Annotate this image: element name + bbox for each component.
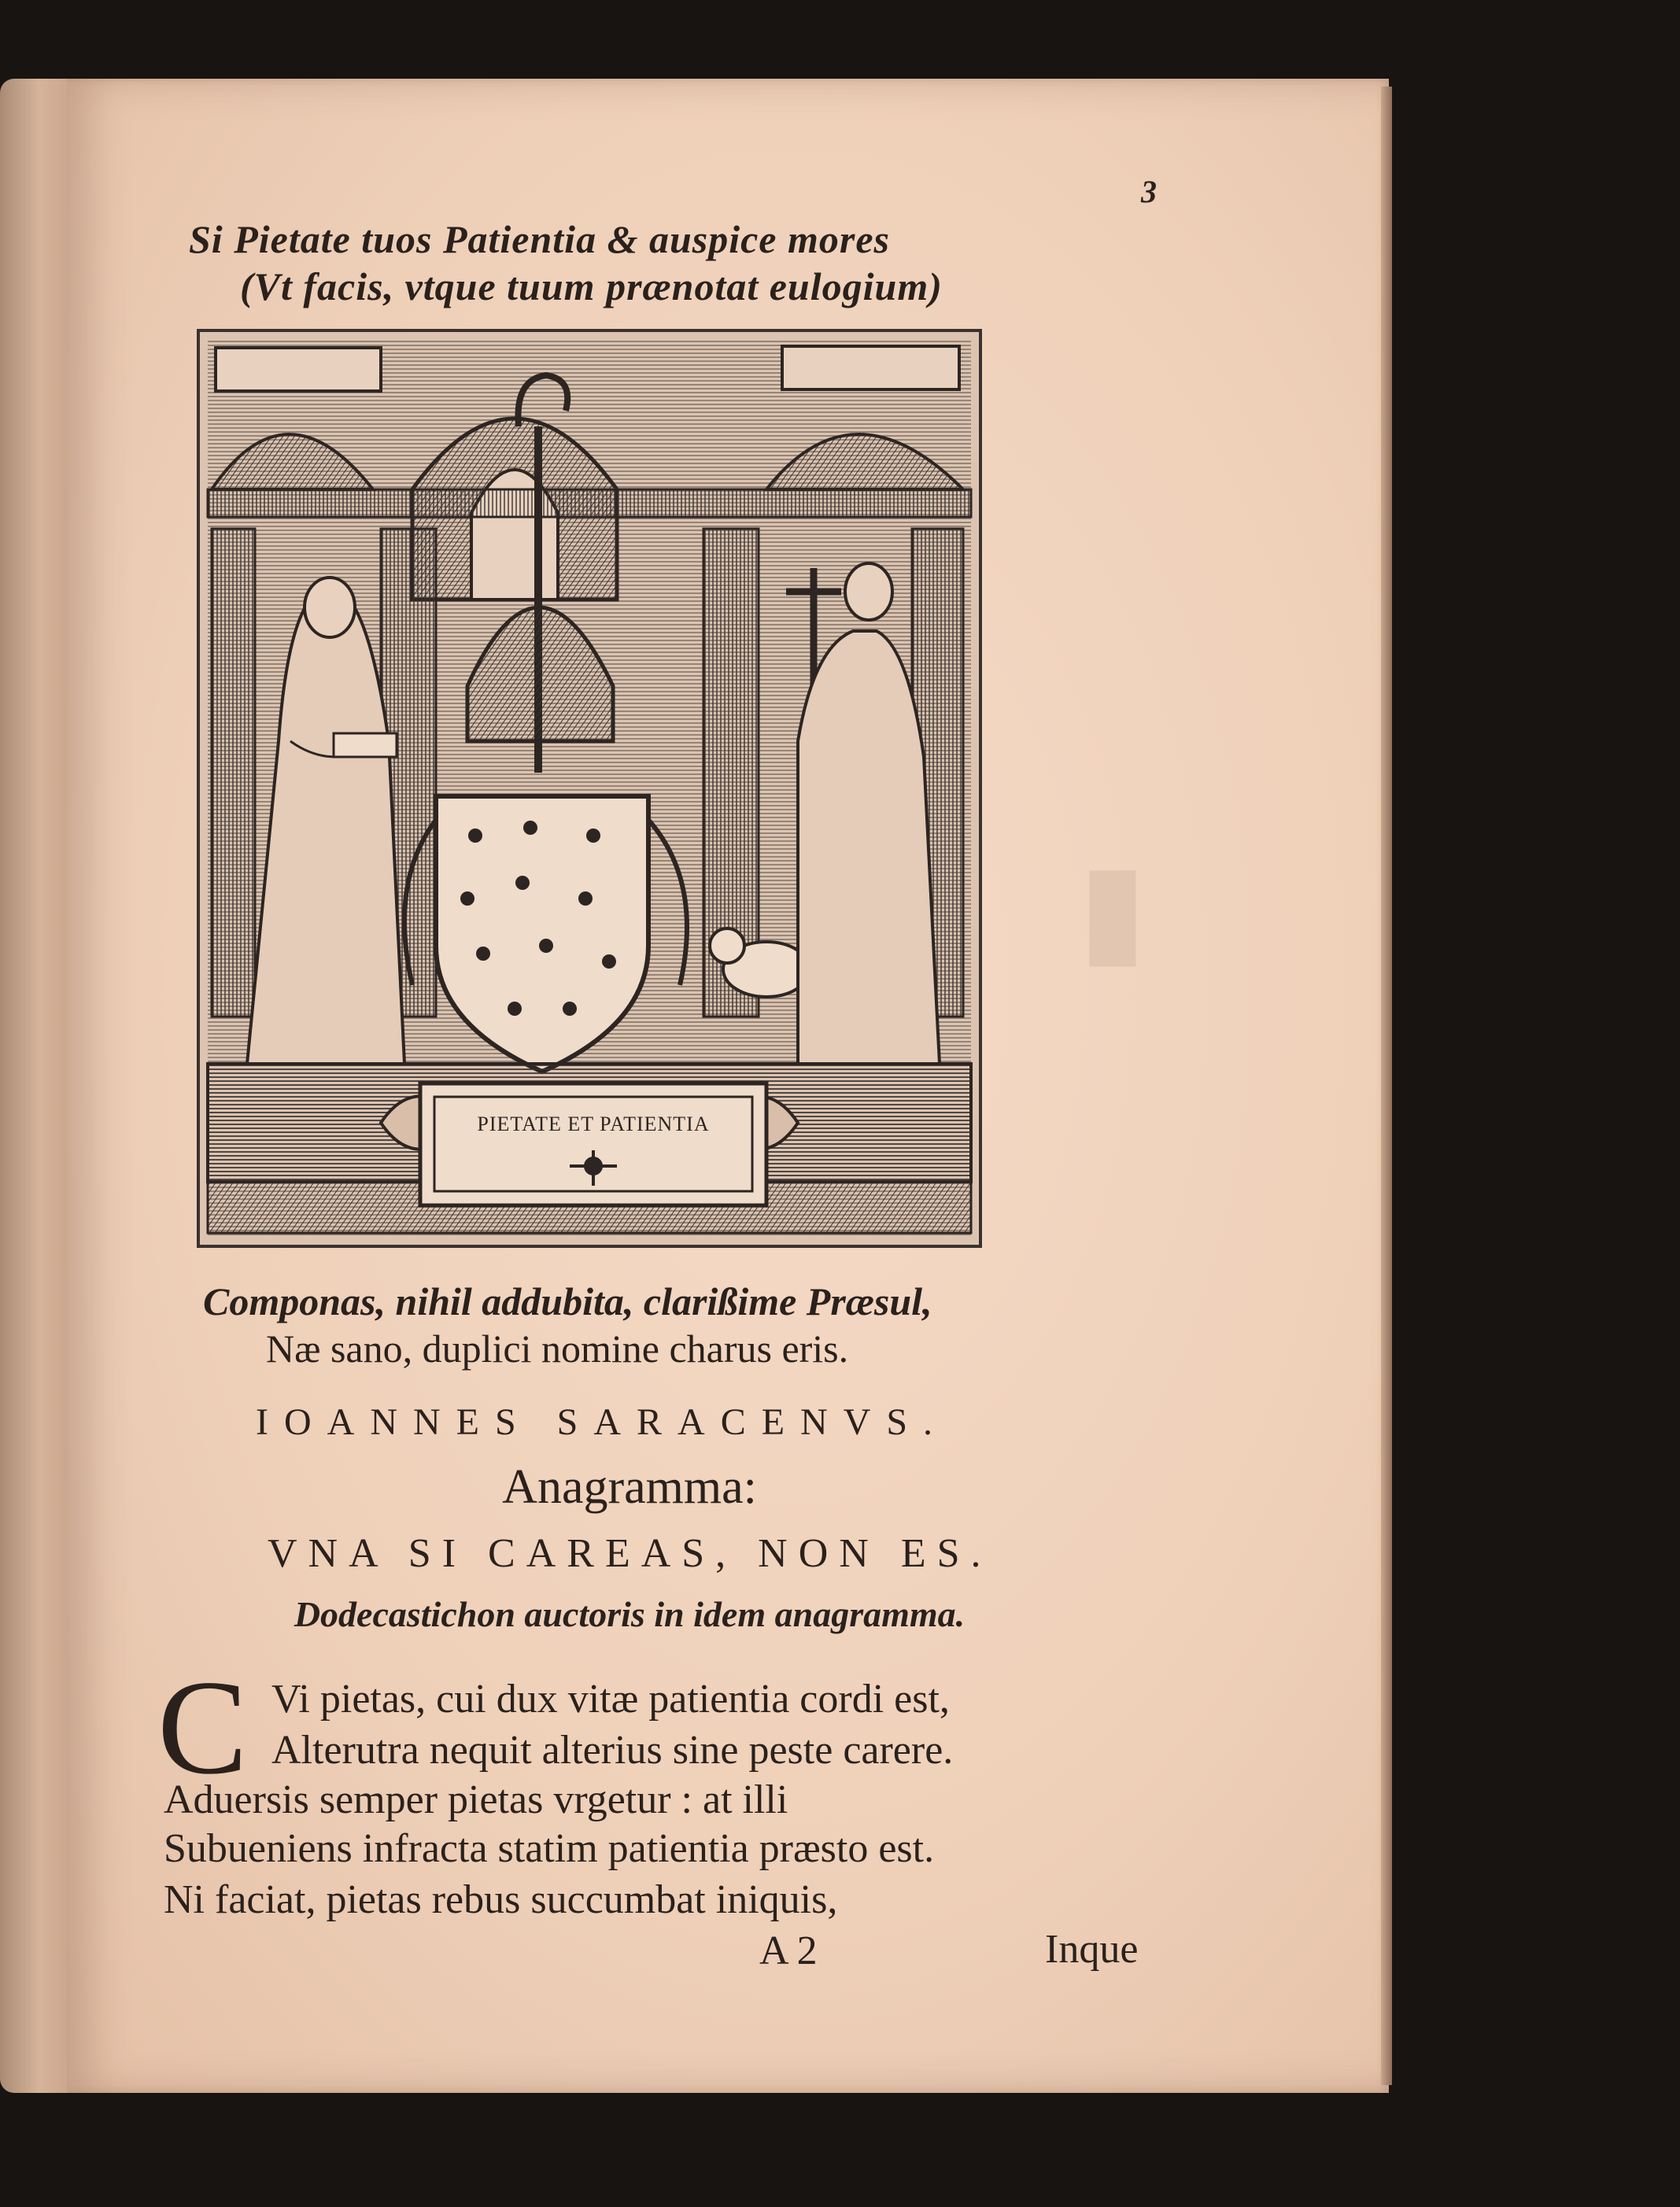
- heading-name: IOANNES SARACENVS.: [256, 1401, 949, 1443]
- anagram-text: VNA SI CAREAS, NON ES.: [268, 1531, 992, 1576]
- motto-text: PIETATE ET PATIENTIA: [477, 1113, 710, 1135]
- dodecastichon-title: Dodecastichon auctoris in idem anagramma.: [294, 1594, 966, 1634]
- poem-line-5: Ni faciat, pietas rebus succumbat iniquis,: [164, 1877, 838, 1922]
- engraving-illustration: [197, 329, 982, 1248]
- verse-top-line-1: Si Pietate tuos Patientia & auspice mores: [189, 217, 890, 261]
- poem-line-2: Alterutra nequit alterius sine peste carere.: [271, 1728, 954, 1773]
- page-number: 3: [1141, 174, 1157, 209]
- anagram-label: Anagramma:: [502, 1460, 757, 1514]
- verse-bottom-line-2: Næ sano, duplici nomine charus eris.: [266, 1327, 849, 1371]
- poem-line-1: Vi pietas, cui dux vitæ patientia cordi est,: [271, 1677, 950, 1722]
- poem-line-3: Aduersis semper pietas vrgetur : at illi: [164, 1777, 788, 1822]
- verse-top-line-2: (Vt facis, vtque tuum prænotat eulogium): [240, 264, 943, 308]
- right-page-edge: [1381, 87, 1392, 2085]
- verse-bottom-line-1: Componas, nihil addubita, clarißime Præsul,: [203, 1279, 932, 1323]
- bleed-through-ornament: ▮: [1078, 839, 1148, 979]
- engraving-svg: [200, 332, 979, 1245]
- catchword: Inque: [1045, 1927, 1139, 1972]
- poem-line-4: Subueniens infracta statim patientia præsto est.: [164, 1826, 935, 1871]
- signature-mark: A 2: [759, 1928, 818, 1973]
- drop-cap: C: [157, 1653, 248, 1803]
